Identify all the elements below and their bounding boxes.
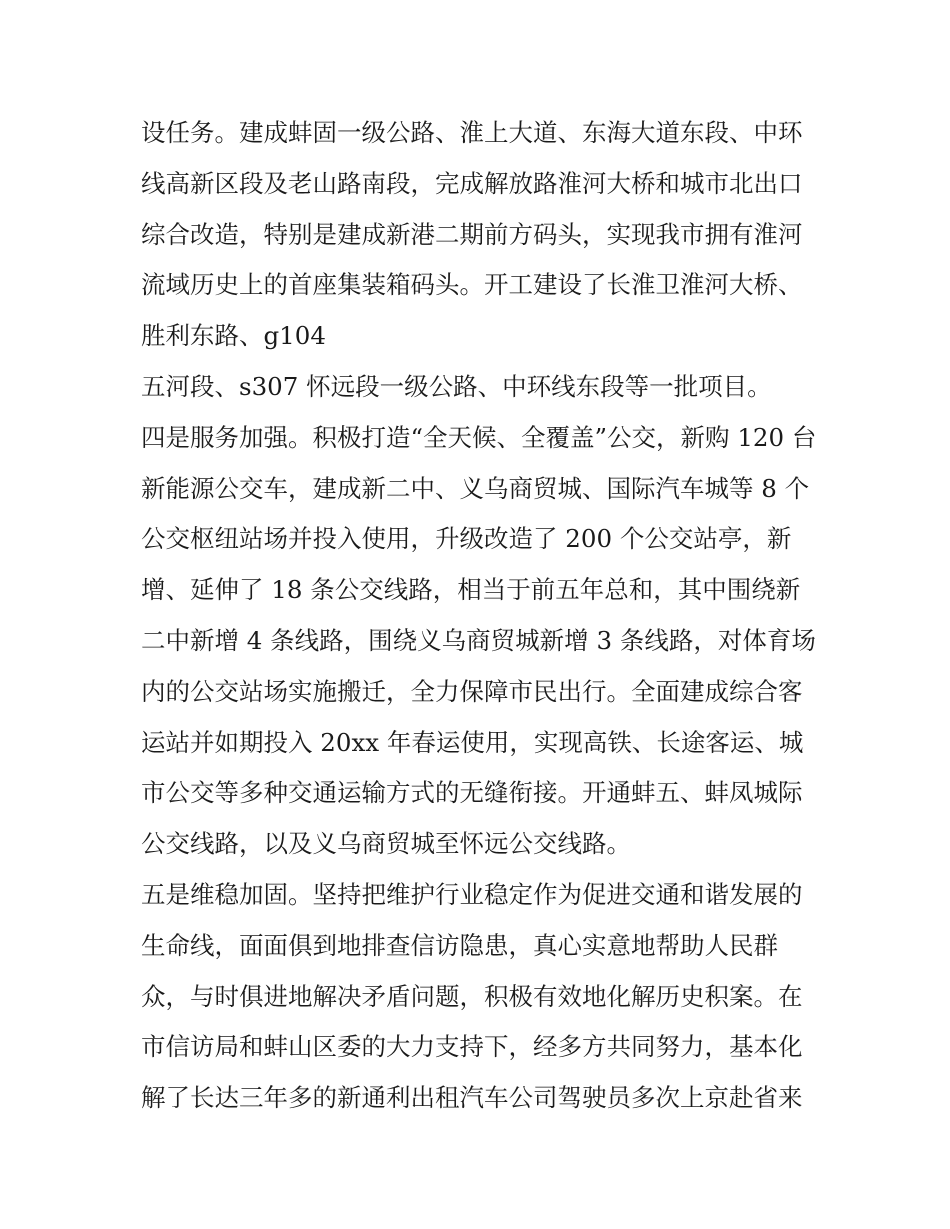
text-line: 众，与时俱进地解决矛盾问题，积极有效地化解历史积案。在 [141, 981, 803, 1011]
text-line: 设任务。建成蚌固一级公路、淮上大道、东海大道东段、中环 [141, 118, 803, 147]
text-line: 五是维稳加固。坚持把维护行业稳定作为促进交通和谐发展的 [141, 879, 803, 909]
text-line: 四是服务加强。积极打造“全天候、全覆盖”公交，新购 120 台 [141, 422, 817, 452]
document-body [141, 108, 821, 1124]
text-line: 市信访局和蚌山区委的大力支持下，经多方共同努力，基本化 [141, 1032, 803, 1062]
text-line: 线高新区段及老山路南段，完成解放路淮河大桥和城市北出口 [141, 168, 803, 198]
text-line: 五河段、s307 怀远段一级公路、中环线东段等一批项目。 [141, 371, 772, 401]
text-line: 内的公交站场实施搬迁，全力保障市民出行。全面建成综合客 [141, 676, 803, 706]
text-line: 生命线，面面俱到地排查信访隐患，真心实意地帮助人民群 [141, 930, 778, 960]
text-line: 流域历史上的首座集装箱码头。开工建设了长淮卫淮河大桥、 [141, 270, 803, 300]
text-line: 解了长达三年多的新通利出租汽车公司驾驶员多次上京赴省来 [141, 1083, 803, 1113]
text-line: 运站并如期投入 20xx 年春运使用，实现高铁、长途客运、城 [141, 727, 804, 757]
text-line: 市公交等多种交通运输方式的无缝衔接。开通蚌五、蚌凤城际 [141, 778, 803, 808]
text-line: 公交线路，以及义乌商贸城至怀远公交线路。 [141, 829, 631, 859]
text-line: 胜利东路、g104 [141, 321, 326, 351]
text-line: 增、延伸了 18 条公交线路，相当于前五年总和，其中围绕新 [141, 575, 801, 605]
text-line: 二中新增 4 条线路，围绕义乌商贸城新增 3 条线路，对体育场 [141, 625, 816, 655]
text-line: 新能源公交车，建成新二中、义乌商贸城、国际汽车城等 8 个 [141, 473, 810, 503]
text-line: 综合改造，特别是建成新港二期前方码头，实现我市拥有淮河 [141, 219, 803, 249]
text-line: 公交枢纽站场并投入使用，升级改造了 200 个公交站亭，新 [141, 524, 792, 554]
